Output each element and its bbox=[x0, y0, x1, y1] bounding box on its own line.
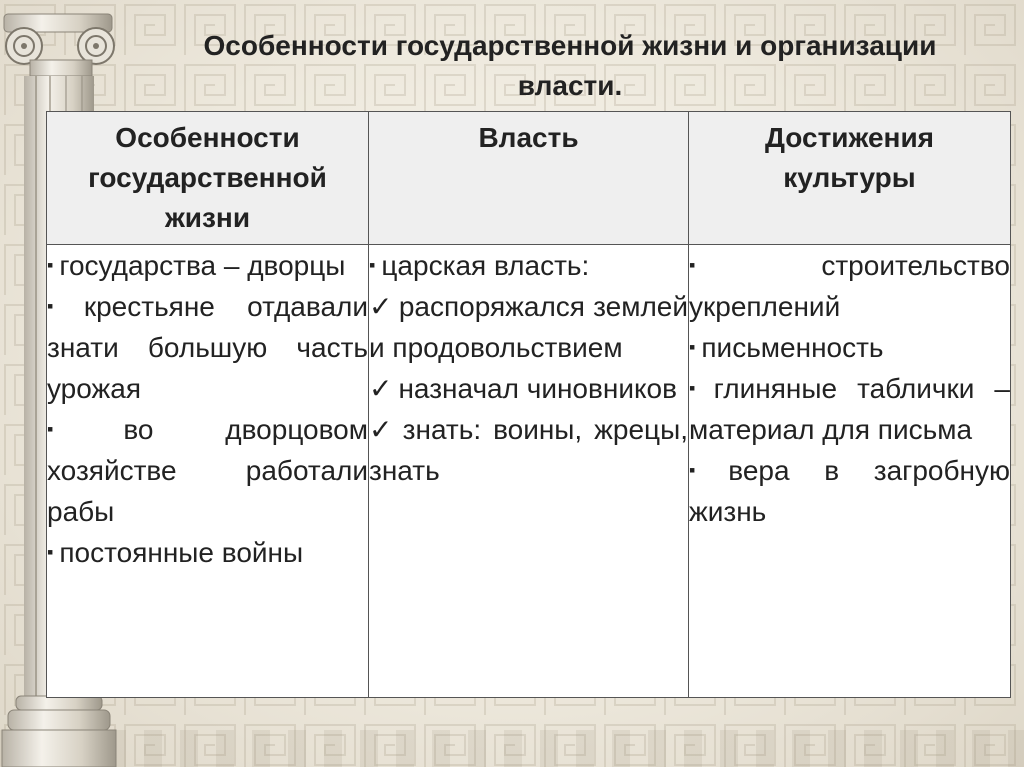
column-culture bbox=[689, 245, 1011, 698]
list-subitem: ✓ назначал чиновников bbox=[369, 373, 677, 404]
bullet-icon: ▪ bbox=[47, 542, 54, 562]
list-item: ▪ постоянные войны bbox=[47, 537, 304, 568]
list-item: ▪ во дворцовом хозяйстве работали рабы bbox=[47, 414, 368, 527]
list-item: ▪ государства – дворцы bbox=[47, 250, 346, 281]
list-item: ▪ письменность bbox=[689, 332, 884, 363]
list-item: ▪ строительство укреплений bbox=[689, 250, 1010, 322]
header-power: Власть bbox=[478, 122, 579, 153]
bullet-icon: ▪ bbox=[689, 460, 723, 480]
bullet-icon: ▪ bbox=[689, 378, 708, 398]
check-icon: ✓ bbox=[369, 414, 397, 445]
bullet-icon: ▪ bbox=[369, 255, 376, 275]
bottom-border-band bbox=[0, 730, 1024, 767]
list-subitem: ✓ знать: воины, жрецы, знать bbox=[369, 414, 688, 486]
bullet-icon: ▪ bbox=[47, 296, 78, 316]
bullet-icon: ▪ bbox=[689, 255, 816, 275]
column-power bbox=[369, 245, 689, 698]
column-state-life bbox=[47, 245, 369, 698]
comparison-table bbox=[46, 111, 1011, 698]
header-state-life: Особенности государственной жизни bbox=[88, 122, 327, 233]
header-culture: Достижения культуры bbox=[764, 122, 935, 193]
header-cell-culture bbox=[689, 112, 1011, 245]
list-item: ▪ вера в загробную жизнь bbox=[689, 455, 1010, 527]
bullet-icon: ▪ bbox=[47, 255, 54, 275]
header-cell-power bbox=[369, 112, 689, 245]
list-item: ▪ крестьяне отдавали знати большую часть урожая bbox=[47, 291, 368, 404]
slide-title: Особенности государственной жизни и организации власти. bbox=[203, 30, 937, 101]
list-item: ▪ царская власть: bbox=[369, 250, 590, 281]
list-item: ▪ глиняные таблички – материал для письма bbox=[689, 373, 1010, 445]
check-icon: ✓ bbox=[369, 291, 393, 322]
bullet-icon: ▪ bbox=[689, 337, 696, 357]
check-icon: ✓ bbox=[369, 373, 393, 404]
header-cell-state-life bbox=[47, 112, 369, 245]
bullet-icon: ▪ bbox=[47, 419, 118, 439]
list-subitem: ✓ распоряжался землей и продовольствием bbox=[369, 291, 688, 363]
